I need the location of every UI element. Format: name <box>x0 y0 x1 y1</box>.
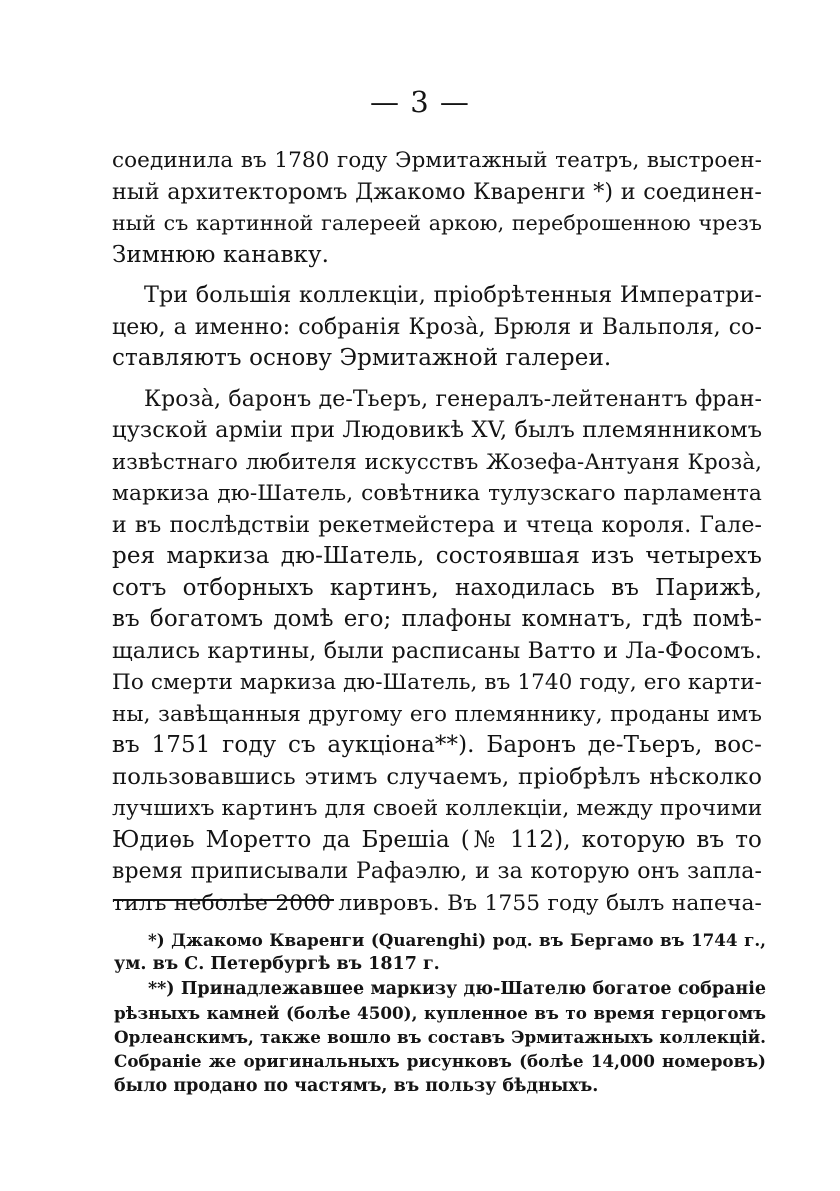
text-line: щались картины, были расписаны Ватто и Ла-Фосомъ. <box>112 637 762 664</box>
text-line: По смерти маркиза дю-Шатель, въ 1740 году, его карти- <box>112 670 763 695</box>
paragraph <box>112 384 762 920</box>
footnote-line: Собраніе же оригинальныхъ рисунковъ (болѣе 14,000 номеровъ) <box>114 1051 766 1072</box>
footnote-divider <box>114 899 334 901</box>
paragraph <box>112 145 762 271</box>
footnotes <box>114 928 766 1098</box>
text-line: цею, а именно: собранія Крозà, Брюля и Вальполя, со- <box>112 314 762 340</box>
text-line: Три большія коллекціи, пріобрѣтенныя Императри- <box>144 282 762 308</box>
footnote-line: *) Джакомо Кваренги (Quarenghi) род. въ Бергамо въ 1744 г., <box>148 930 766 950</box>
text-line: Юдиѳь Моретто да Брешіа (№ 112), которую въ то <box>112 826 762 853</box>
text-line: лучшихъ картинъ для своей коллекціи, между прочими <box>112 796 763 821</box>
text-line: ставляютъ основу Эрмитажной галереи. <box>112 345 612 371</box>
text-line: пользовавшись этимъ случаемъ, пріобрѣлъ нѣсколко <box>112 763 762 790</box>
footnote-line: рѣзныхъ камней (болѣе 4500), купленное въ то время герцогомъ <box>114 1002 766 1023</box>
text-line: извѣстнаго любителя искусствъ Жозефа-Антуаня Крозà, <box>112 449 762 475</box>
text-line: и въ послѣдствіи рекетмейстера и чтеца короля. Гале- <box>112 512 762 538</box>
text-line: ны, завѣщанныя другому его племяннику, проданы имъ <box>112 701 762 727</box>
paragraph <box>112 280 762 375</box>
text-line: тилъ неболѣе 2000 ливровъ. Въ 1755 году былъ напеча- <box>112 890 762 916</box>
text-line: время приписывали Рафаэлю, и за которую онъ запла- <box>112 859 762 884</box>
text-line: маркиза дю-Шатель, совѣтника тулузскаго парламента <box>112 481 762 506</box>
text-line: въ богатомъ домѣ его; плафоны комнатъ, гдѣ помѣ- <box>112 606 762 632</box>
text-line: цузской арміи при Людовикѣ XV, былъ племянникомъ <box>112 417 763 443</box>
text-line: рея маркиза дю-Шатель, состоявшая изъ четырехъ <box>112 543 762 569</box>
text-line: Зимнюю канавку. <box>112 241 330 268</box>
page-number: — 3 — <box>370 85 470 119</box>
footnote-line: ум. въ С. Петербургѣ въ 1817 г. <box>114 954 440 975</box>
footnote-line: **) Принадлежавшее маркизу дю-Шателю богатое собраніе <box>148 978 766 999</box>
text-line: Крозà, баронъ де-Тьеръ, генералъ-лейтенантъ фран- <box>144 386 762 412</box>
text-line: ный архитекторомъ Джакомо Кваренги *) и соединен- <box>112 178 762 205</box>
text-line: соединила въ 1780 году Эрмитажный театръ, выстроен- <box>112 148 762 173</box>
text-line: ный съ картинной галереей аркою, переброшенною чрезъ <box>112 211 762 235</box>
footnote <box>114 977 766 1098</box>
footnote-line: Орлеанскимъ, также вошло въ составъ Эрмитажныхъ коллекцій. <box>114 1027 766 1048</box>
text-line: сотъ отборныхъ картинъ, находилась въ Парижѣ, <box>112 574 762 601</box>
main-text <box>112 145 762 919</box>
footnote-line: было продано по частямъ, въ пользу бѣдныхъ. <box>114 1075 599 1096</box>
footnote <box>114 928 766 977</box>
text-line: въ 1751 году съ аукціона**). Баронъ де-Тьеръ, вос- <box>112 732 762 758</box>
